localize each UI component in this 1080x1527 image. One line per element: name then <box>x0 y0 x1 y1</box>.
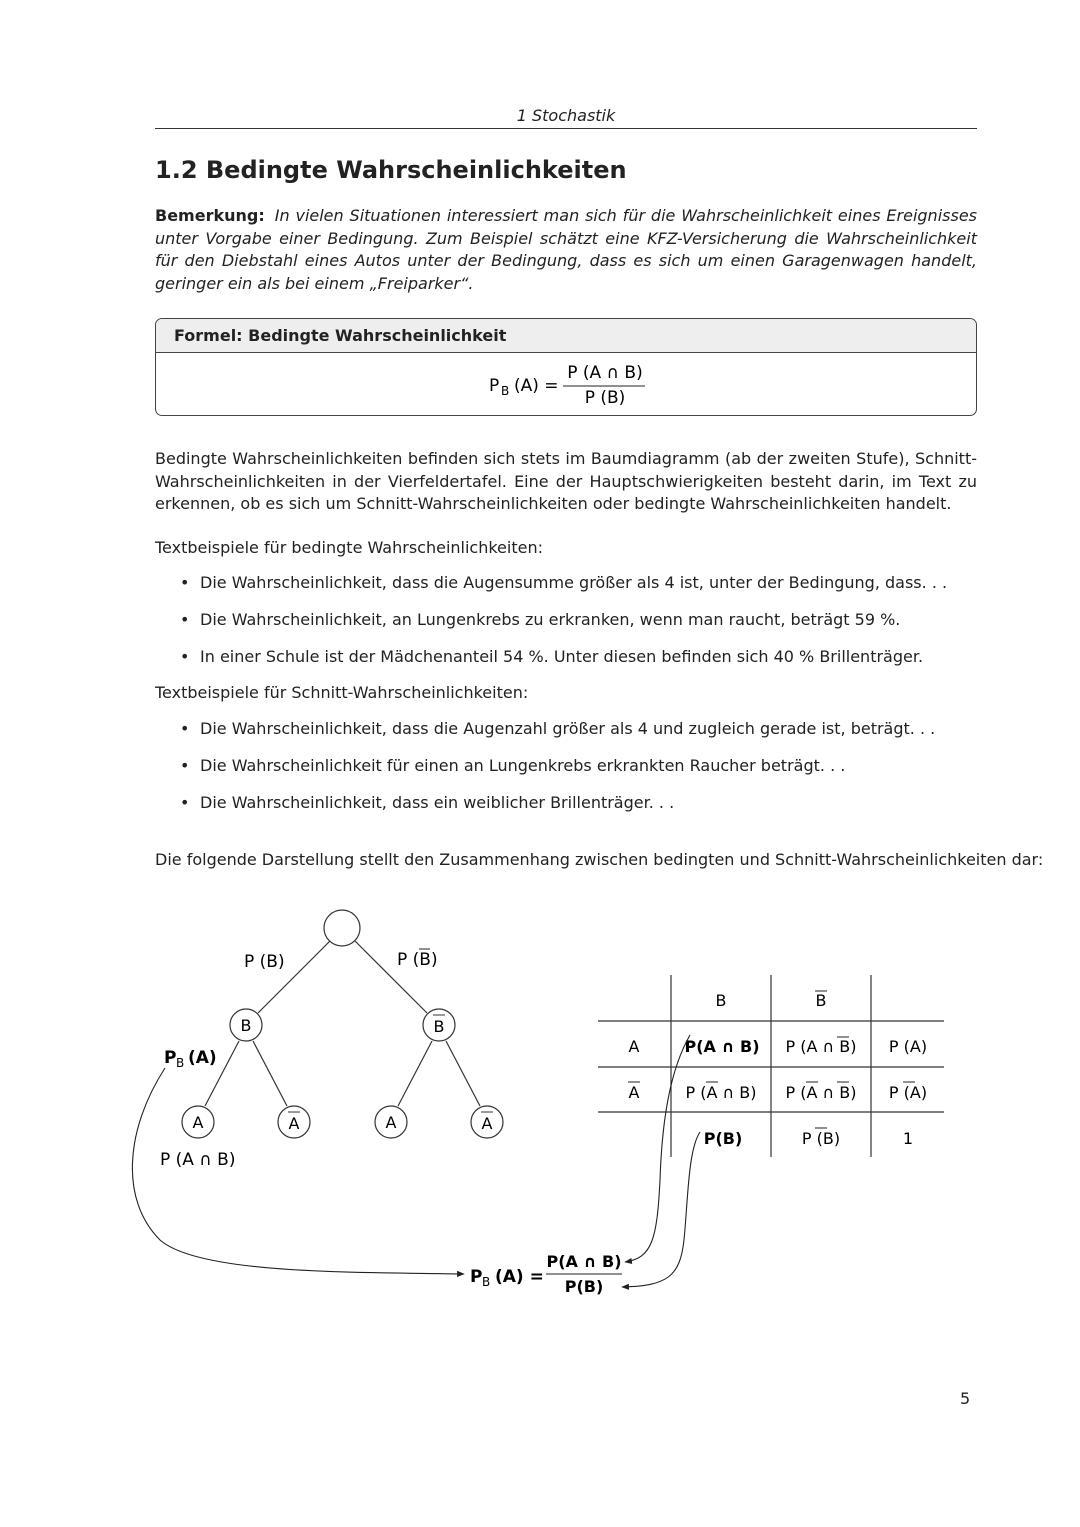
tree-leaf-a2-label: A <box>385 1113 397 1132</box>
list-item: • Die Wahrscheinlichkeit, dass die Augenzahl größer als 4 und zugleich gerade ist, beträgt. . . <box>180 718 935 740</box>
intersection-examples-heading: Textbeispiele für Schnitt-Wahrscheinlichkeiten: <box>155 683 529 702</box>
diagram-intro: Die folgende Darstellung stellt den Zusammenhang zwischen bedingten und Schnitt-Wahrscheinlichkeiten dar: <box>155 850 1044 869</box>
cond-prob-sub: B <box>176 1056 185 1070</box>
result-denominator: P(B) <box>564 1277 604 1296</box>
list-item: • Die Wahrscheinlichkeit, an Lungenkrebs zu erkranken, wenn man raucht, beträgt 59 %. <box>180 609 947 631</box>
result-arg: (A) = <box>495 1267 544 1287</box>
result-sub: B <box>482 1275 491 1289</box>
tree-leaf-not-a2-label: A <box>481 1114 493 1133</box>
formula-numerator: P (A ∩ B) <box>567 363 643 383</box>
branch-label-b: P (B) <box>244 952 285 972</box>
table-cell-not-a-total: P (A) <box>888 1083 928 1102</box>
formula-lhs-sub: B <box>501 384 510 398</box>
table-cell-total-b: P(B) <box>703 1129 743 1148</box>
tree-root-node <box>324 910 360 946</box>
table-col-header-not-b: B <box>815 991 827 1010</box>
table-cell-a-total: P (A) <box>888 1037 928 1056</box>
list-item: • Die Wahrscheinlichkeit, dass die Augensumme größer als 4 ist, unter der Bedingung, dass. . . <box>180 572 947 594</box>
cond-prob-arg: (A) <box>188 1048 217 1068</box>
formula-lhs-arg: (A) = <box>514 376 559 396</box>
table-cell-total-not-b: P (B) <box>801 1129 841 1148</box>
section-title: 1.2 Bedingte Wahrscheinlichkeiten <box>155 156 627 184</box>
tree-leaf-not-a-label: A <box>288 1114 300 1133</box>
table-row-header-a: A <box>628 1037 640 1056</box>
table-row-header-not-a: A <box>628 1083 640 1102</box>
table-cell-a-not-b: P (A ∩ B) <box>785 1037 857 1056</box>
conditional-examples-heading: Textbeispiele für bedingte Wahrscheinlichkeiten: <box>155 538 543 557</box>
cond-prob-p: P <box>164 1048 177 1068</box>
table-cell-grand-total: 1 <box>902 1129 914 1148</box>
formula-lhs-p: P <box>489 376 500 396</box>
running-head: 1 Stochastik <box>516 106 616 125</box>
four-field-table-grid <box>598 975 944 1157</box>
formula-denominator: P (B) <box>584 388 626 408</box>
tree-leaf-a-label: A <box>192 1113 204 1132</box>
page-number: 5 <box>960 1389 971 1408</box>
arrow-cond-to-formula <box>132 1068 464 1274</box>
tree-node-not-b-label: B <box>433 1017 445 1036</box>
list-item: • Die Wahrscheinlichkeit für einen an Lungenkrebs erkrankten Raucher beträgt. . . <box>180 755 935 777</box>
table-col-header-b: B <box>715 991 727 1010</box>
table-cell-not-a-b: P (A ∩ B) <box>685 1083 757 1102</box>
intersection-label: P (A ∩ B) <box>160 1150 236 1170</box>
remark-label: Bemerkung: <box>155 206 265 225</box>
result-numerator: P(A ∩ B) <box>546 1252 622 1271</box>
tree-node-b-label: B <box>240 1016 252 1035</box>
table-cell-not-a-not-b: P (A ∩ B) <box>785 1083 857 1102</box>
intro-paragraph: Bedingte Wahrscheinlichkeiten befinden sich stets im Baumdiagramm (ab der zweiten Stufe), Schnitt-Wahrscheinlichkeiten in der Vierfeldertafel. Eine der Hauptschwierigkeiten besteht darin, im Text zu erkennen, ob es sich um Schnitt-Wahrscheinlichkeiten oder bedingte Wahrscheinlichkeiten handelt. <box>155 449 977 513</box>
formula-box-title: Formel: Bedingte Wahrscheinlichkeit <box>156 319 976 353</box>
branch-label-not-b: P (B) <box>397 950 438 970</box>
table-cell-a-b: P(A ∩ B) <box>684 1037 760 1056</box>
list-item: • Die Wahrscheinlichkeit, dass ein weiblicher Brillenträger. . . <box>180 792 935 814</box>
result-p: P <box>470 1267 483 1287</box>
arrow-intersection-to-numerator <box>625 1035 690 1262</box>
remark-text: In vielen Situationen interessiert man sich für die Wahrscheinlichkeit eines Ereignisses unter Vorgabe einer Bedingung. Zum Beispiel schätzt eine KFZ-Versicherung die Wahrscheinlichkeit für den Diebstahl eines Autos unter der Bedingung, dass es sich um einen Garagenwagen handelt, geringer ein als bei einem „Freiparker“. <box>155 206 977 293</box>
list-item: • In einer Schule ist der Mädchenanteil 54 %. Unter diesen befinden sich 40 % Brillenträger. <box>180 646 947 668</box>
